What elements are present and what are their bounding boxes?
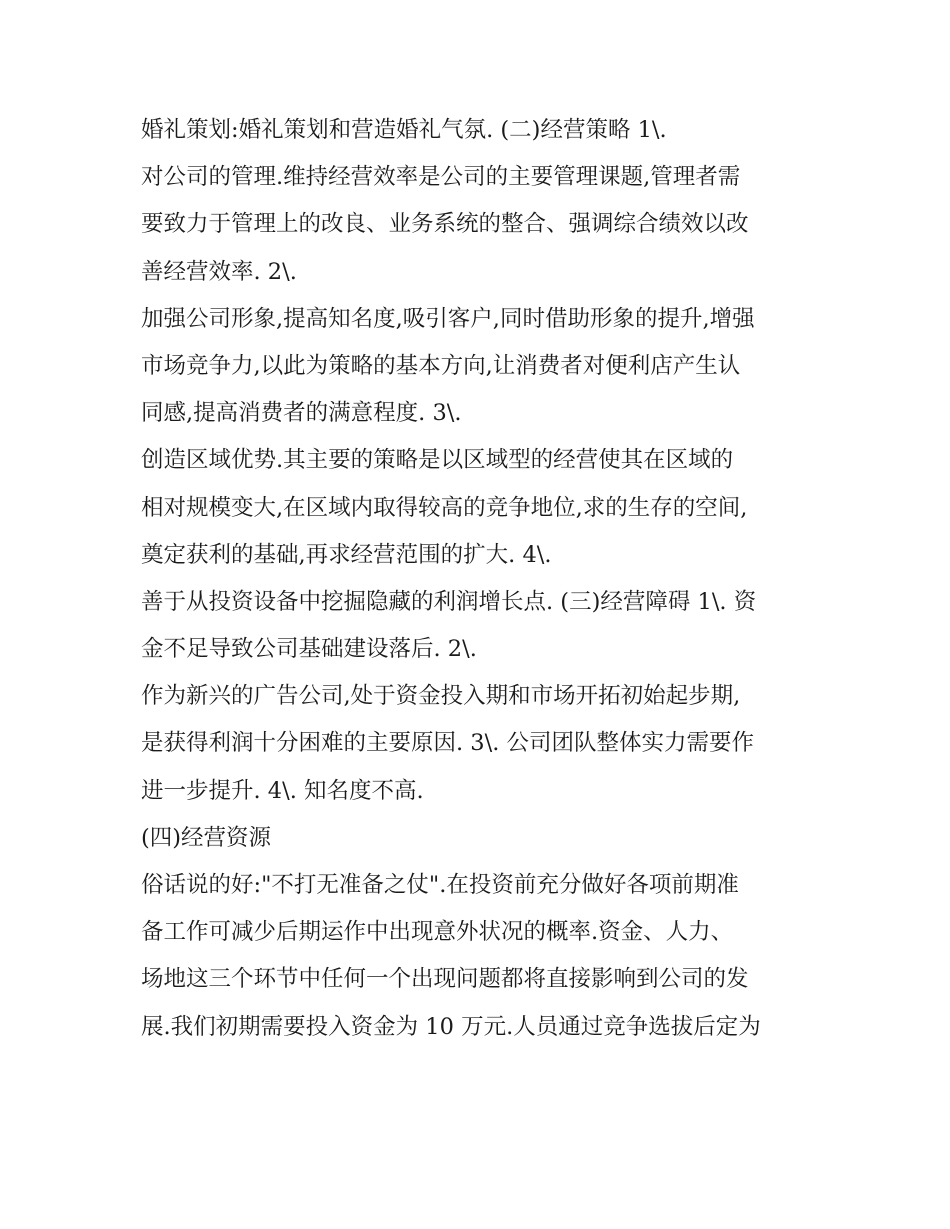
text-line: 作为新兴的广告公司,处于资金投入期和市场开拓初始起步期, xyxy=(141,683,741,710)
text-line: 善经营效率. 2\. xyxy=(141,258,297,285)
text-line: 善于从投资设备中挖掘隐藏的利润增长点. (三)经营障碍 1\. 资 xyxy=(141,588,757,615)
text-line: 金不足导致公司基础建设落后. 2\. xyxy=(141,636,477,663)
text-line: 场地这三个环节中任何一个出现问题都将直接影响到公司的发 xyxy=(141,966,749,993)
text-line: 备工作可减少后期运作中出现意外状况的概率.资金、人力、 xyxy=(141,919,734,946)
text-line: 俗话说的好:"不打无准备之仗".在投资前充分做好各项前期准 xyxy=(141,872,739,898)
text-line: 是获得利润十分困难的主要原因. 3\. 公司团队整体实力需要作 xyxy=(141,730,755,757)
text-line: 相对规模变大,在区域内取得较高的竞争地位,求的生存的空间, xyxy=(141,494,748,521)
text-line: 进一步提升. 4\. 知名度不高. xyxy=(141,777,424,804)
text-line: 市场竞争力,以此为策略的基本方向,让消费者对便利店产生认 xyxy=(141,352,741,379)
document-body xyxy=(141,107,821,1051)
section-heading: (四)经营资源 xyxy=(141,824,272,851)
text-line: 创造区域优势.其主要的策略是以区域型的经营使其在区域的 xyxy=(141,447,734,474)
text-line: 奠定获利的基础,再求经营范围的扩大. 4\. xyxy=(141,541,552,568)
text-line: 加强公司形象,提高知名度,吸引客户,同时借助形象的提升,增强 xyxy=(141,305,755,332)
text-line: 同感,提高消费者的满意程度. 3\. xyxy=(141,400,462,427)
text-line: 婚礼策划:婚礼策划和营造婚礼气氛. (二)经营策略 1\. xyxy=(141,117,667,143)
text-line: 要致力于管理上的改良、业务系统的整合、强调综合绩效以改 xyxy=(141,211,749,238)
text-line: 对公司的管理.维持经营效率是公司的主要管理课题,管理者需 xyxy=(141,164,741,191)
text-line: 展.我们初期需要投入资金为 10 万元.人员通过竞争选拔后定为 xyxy=(141,1013,761,1040)
